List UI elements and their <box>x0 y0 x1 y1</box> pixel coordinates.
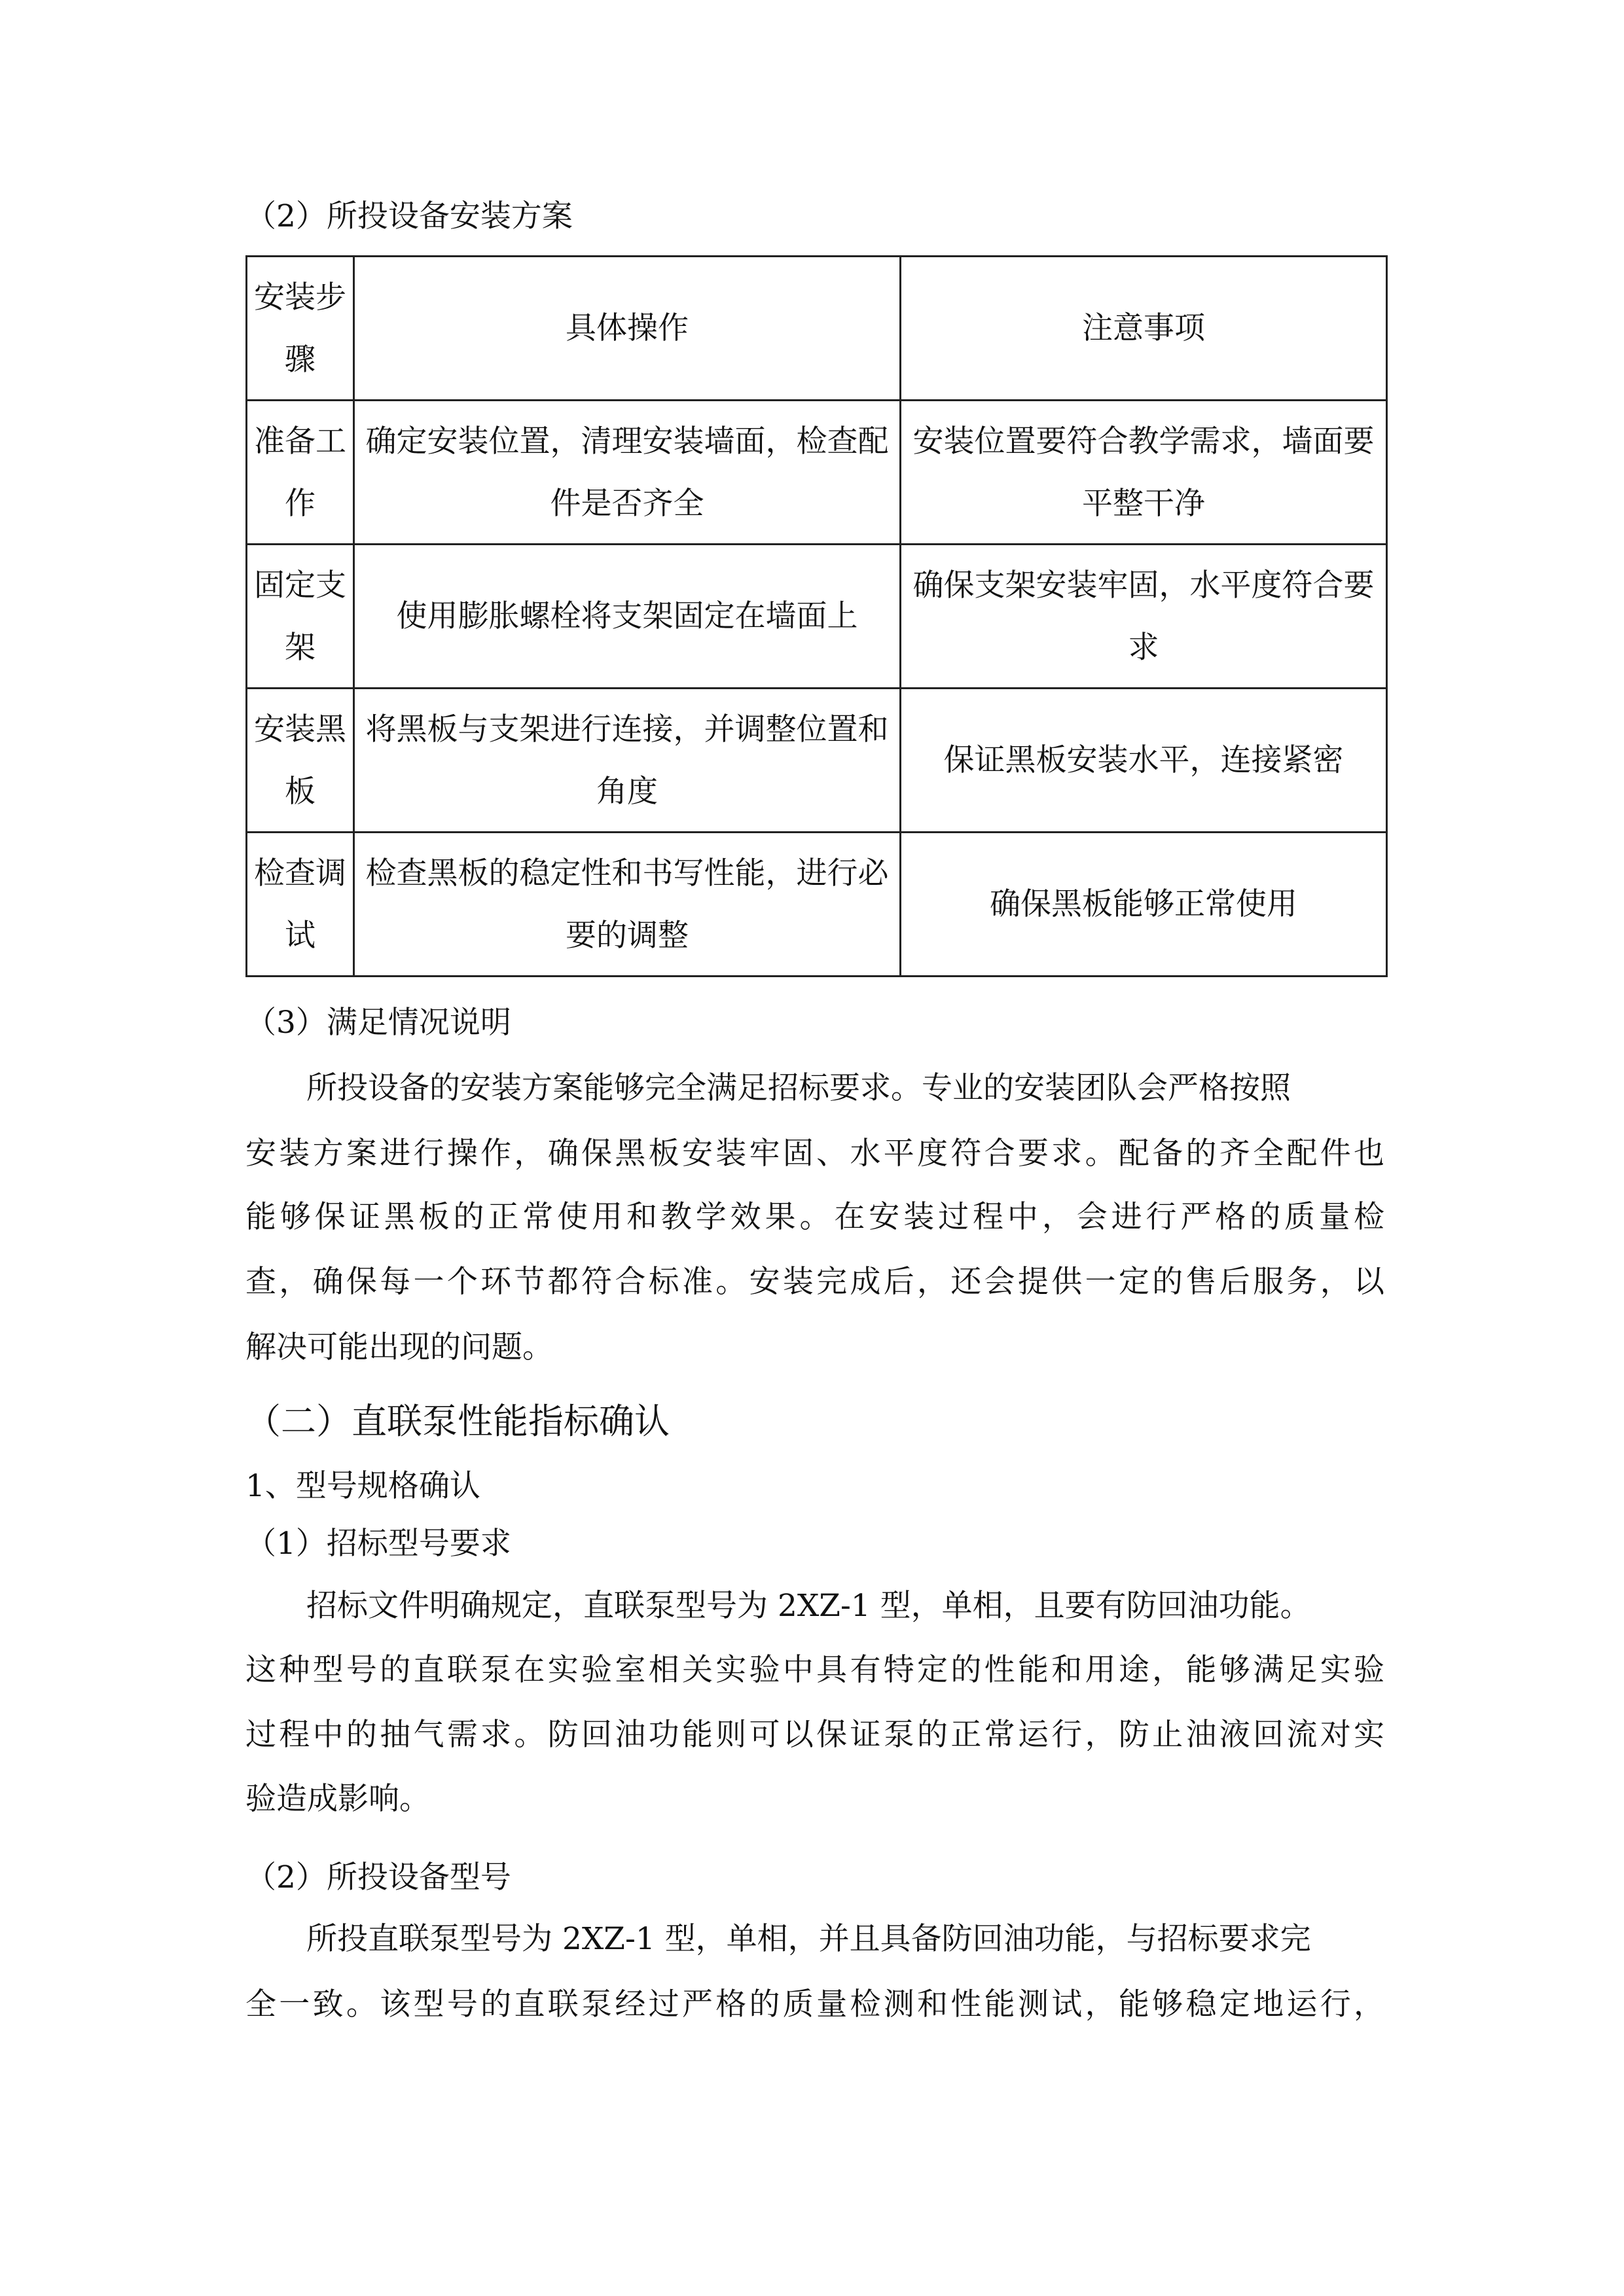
satisfy-paragraph-line: 能够保证黑板的正常使用和教学效果。在安装过程中，会进行严格的质量检 <box>245 1199 1384 1235</box>
pump-section-heading: （二）直联泵性能指标确认 <box>245 1401 670 1442</box>
table-row <box>247 545 1387 689</box>
table-cell-operation: 使用膨胀螺栓将支架固定在墙面上 <box>354 545 901 689</box>
satisfy-paragraph-line: 解决可能出现的问题。 <box>245 1329 553 1365</box>
table-cell-step: 固定支架 <box>247 545 354 689</box>
model-spec-heading: 1、型号规格确认 <box>245 1468 480 1504</box>
table-cell-step: 安装黑板 <box>247 689 354 833</box>
satisfy-paragraph-line: 查，确保每一个环节都符合标准。安装完成后，还会提供一定的售后服务，以 <box>245 1264 1384 1300</box>
table-header-row <box>247 257 1387 401</box>
tender-model-paragraph-line: 招标文件明确规定，直联泵型号为 2XZ-1 型，单相，且要有防回油功能。 <box>306 1588 1311 1624</box>
table-cell-operation: 检查黑板的稳定性和书写性能，进行必要的调整 <box>354 833 901 977</box>
table-cell-notes: 确保支架安装牢固，水平度符合要求 <box>901 545 1387 689</box>
table-cell-operation: 确定安装位置，清理安装墙面，检查配件是否齐全 <box>354 401 901 545</box>
table-cell-notes: 确保黑板能够正常使用 <box>901 833 1387 977</box>
table-header-cell: 安装步骤 <box>247 257 354 401</box>
install-plan-heading: （2）所投设备安装方案 <box>245 198 573 234</box>
table-cell-step: 检查调试 <box>247 833 354 977</box>
table-cell-operation: 将黑板与支架进行连接，并调整位置和角度 <box>354 689 901 833</box>
offered-model-paragraph-line: 所投直联泵型号为 2XZ-1 型，单相，并且具备防回油功能，与招标要求完 <box>306 1921 1311 1957</box>
satisfy-heading: （3）满足情况说明 <box>245 1005 511 1041</box>
table-header-cell: 具体操作 <box>354 257 901 401</box>
tender-model-paragraph-line: 验造成影响。 <box>245 1781 430 1817</box>
offered-model-paragraph-line: 全一致。该型号的直联泵经过严格的质量检测和性能测试，能够稳定地运行， <box>245 1986 1384 2022</box>
satisfy-paragraph-line: 安装方案进行操作，确保黑板安装牢固、水平度符合要求。配备的齐全配件也 <box>245 1136 1384 1172</box>
install-steps-table <box>245 255 1388 977</box>
offered-model-heading: （2）所投设备型号 <box>245 1859 511 1895</box>
tender-model-heading: （1）招标型号要求 <box>245 1526 511 1562</box>
table-cell-notes: 保证黑板安装水平，连接紧密 <box>901 689 1387 833</box>
table-row <box>247 833 1387 977</box>
satisfy-paragraph-line: 所投设备的安装方案能够完全满足招标要求。专业的安装团队会严格按照 <box>306 1070 1291 1106</box>
table-row <box>247 401 1387 545</box>
table-row <box>247 689 1387 833</box>
tender-model-paragraph-line: 过程中的抽气需求。防回油功能则可以保证泵的正常运行，防止油液回流对实 <box>245 1717 1384 1753</box>
table-cell-step: 准备工作 <box>247 401 354 545</box>
tender-model-paragraph-line: 这种型号的直联泵在实验室相关实验中具有特定的性能和用途，能够满足实验 <box>245 1652 1384 1688</box>
table-cell-notes: 安装位置要符合教学需求，墙面要平整干净 <box>901 401 1387 545</box>
table-header-cell: 注意事项 <box>901 257 1387 401</box>
